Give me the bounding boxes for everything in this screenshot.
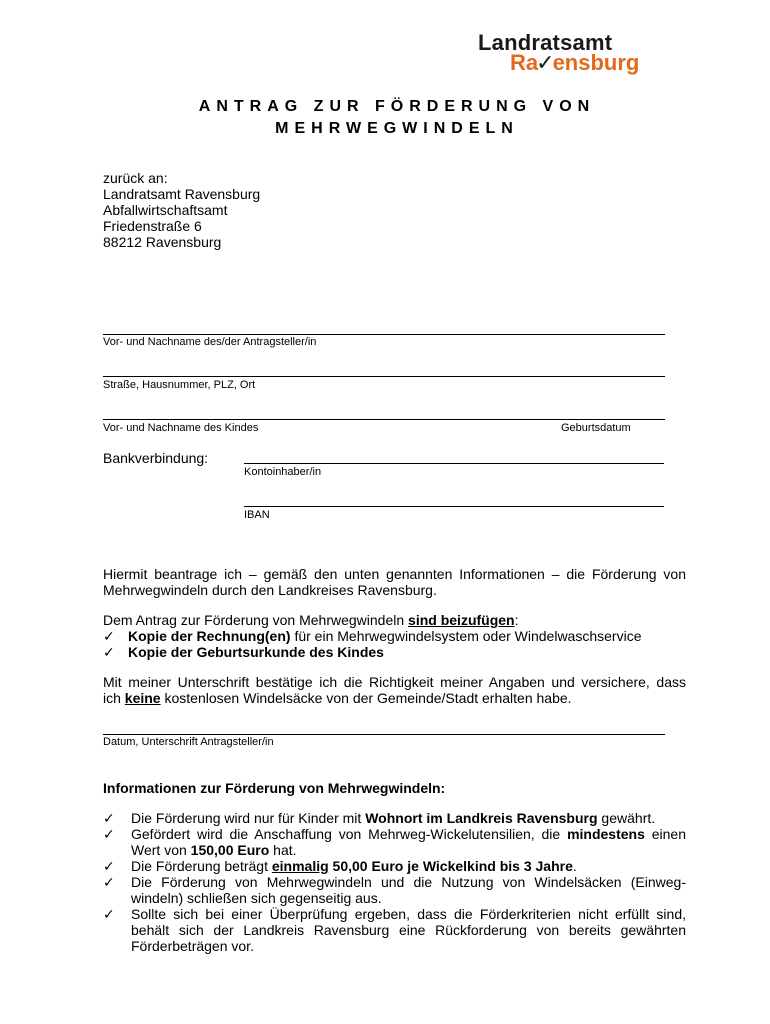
checkmark-icon: ✓: [103, 826, 115, 842]
child-name-field[interactable]: [103, 419, 665, 420]
info-item: [103, 810, 686, 826]
signature-field[interactable]: [103, 734, 665, 735]
form-title-line1: ANTRAG ZUR FÖRDERUNG VON: [198, 98, 596, 115]
attachment-item-birth-certificate: [103, 644, 686, 660]
signature-label: Datum, Unterschrift Antragsteller/in: [103, 736, 274, 748]
info-item-text: einen Wert von: [131, 826, 686, 858]
logo-line2: [510, 52, 658, 74]
checkmark-icon: ✓: [103, 906, 115, 922]
address-line: zurück an:: [103, 170, 168, 186]
info-heading: Informationen zur Förderung von Mehrwegwindeln:: [103, 780, 446, 796]
confirmation-line1: Mit meiner Unterschrift bestätige ich die Richtigkeit meiner Angaben und versichere, dass: [103, 674, 686, 690]
info-item: [103, 906, 686, 954]
attachments-intro: [103, 612, 686, 628]
attachment-item-invoice: [103, 628, 686, 644]
address-line: Friedenstraße 6: [103, 218, 202, 234]
logo-line2-pre: Ra: [510, 50, 539, 75]
checkmark-icon: ✓: [103, 874, 115, 890]
account-holder-field[interactable]: [244, 463, 664, 464]
child-name-label: Vor- und Nachname des Kindes: [103, 422, 259, 434]
confirmation-line2: [103, 690, 686, 706]
info-item: [103, 874, 686, 906]
logo-line1: Landratsamt: [478, 30, 613, 55]
street-field[interactable]: [103, 376, 665, 377]
attachments-intro-text: Dem Antrag zur Förderung von Mehrwegwindeln: [103, 612, 409, 628]
info-item-bold-underlined: einmalig: [271, 858, 329, 874]
iban-field[interactable]: [244, 506, 664, 507]
logo-check-icon: ✓: [536, 50, 555, 75]
attachment-invoice-bold: Kopie der Rechnung(en): [128, 628, 291, 644]
confirmation-keine: keine: [124, 690, 161, 706]
account-holder-label: Kontoinhaber/in: [244, 466, 322, 478]
info-item-text: Die Förderung von Mehrwegwindeln und die Nutzung von Windelsäcken (Einweg-windeln) schließen sich gegenseitig aus.: [131, 874, 686, 906]
birthdate-label: Geburtsdatum: [561, 422, 631, 434]
info-item-bold: Wohnort im Landkreis Ravensburg: [365, 810, 598, 826]
form-title-line2: MEHRWEGWINDELN: [275, 120, 519, 137]
info-item-text: Gefördert wird die Anschaffung von Mehrweg-Wickelutensilien, die: [131, 826, 568, 842]
info-item-bold: 150,00 Euro: [190, 842, 270, 858]
confirmation-line2-post: kostenlosen Windelsäcke von der Gemeinde/Stadt erhalten habe.: [160, 690, 572, 706]
request-line2: Mehrwegwindeln durch den Landkreises Ravensburg.: [103, 582, 437, 598]
attachment-invoice-text: für ein Mehrwegwindelsystem oder Windelwaschservice: [290, 628, 642, 644]
landratsamt-logo: [478, 32, 658, 74]
info-item-text: Sollte sich bei einer Überprüfung ergeben, dass die Förderkriterien nicht erfüllt sind, behält sich der Landkreis Ravensburg eine Rückforderung von bereits gewährten Förderbeträgen vor.: [131, 906, 686, 954]
checkmark-icon: ✓: [103, 628, 115, 644]
attachments-intro-colon: :: [514, 612, 519, 628]
checkmark-icon: ✓: [103, 858, 115, 874]
checkmark-icon: ✓: [103, 644, 115, 660]
info-item-bold: 50,00 Euro je Wickelkind bis 3 Jahre: [328, 858, 573, 874]
request-line1: Hiermit beantrage ich – gemäß den unten genannten Informationen – die Förderung von: [103, 566, 686, 582]
attachments-block: [103, 612, 686, 660]
attachment-birth-certificate-bold: Kopie der Geburtsurkunde des Kindes: [128, 644, 384, 660]
info-item-text: .: [572, 858, 577, 874]
info-item: [103, 858, 686, 874]
return-address: [103, 170, 260, 250]
address-line: Landratsamt Ravensburg: [103, 186, 261, 202]
info-item-text: Die Förderung beträgt: [131, 858, 272, 874]
checkmark-icon: ✓: [103, 810, 115, 826]
address-line: Abfallwirtschaftsamt: [103, 202, 228, 218]
info-item-text: gewährt.: [597, 810, 656, 826]
info-list: [103, 810, 686, 954]
bank-label: Bankverbindung:: [103, 450, 209, 466]
street-label: Straße, Hausnummer, PLZ, Ort: [103, 379, 256, 391]
iban-label: IBAN: [244, 509, 270, 521]
attachments-intro-bold: sind beizufügen: [408, 612, 515, 628]
request-paragraph: [103, 566, 686, 598]
info-item-text: Die Förderung wird nur für Kinder mit: [131, 810, 366, 826]
info-item: [103, 826, 686, 858]
logo-line2-post: ensburg: [552, 50, 640, 75]
confirmation-line2-pre: ich: [103, 690, 125, 706]
info-item-text: hat.: [269, 842, 297, 858]
confirmation-paragraph: [103, 674, 686, 706]
applicant-name-label: Vor- und Nachname des/der Antragsteller/in: [103, 336, 317, 348]
address-line: 88212 Ravensburg: [103, 234, 222, 250]
applicant-name-field[interactable]: [103, 334, 665, 335]
info-item-bold: mindestens: [567, 826, 645, 842]
